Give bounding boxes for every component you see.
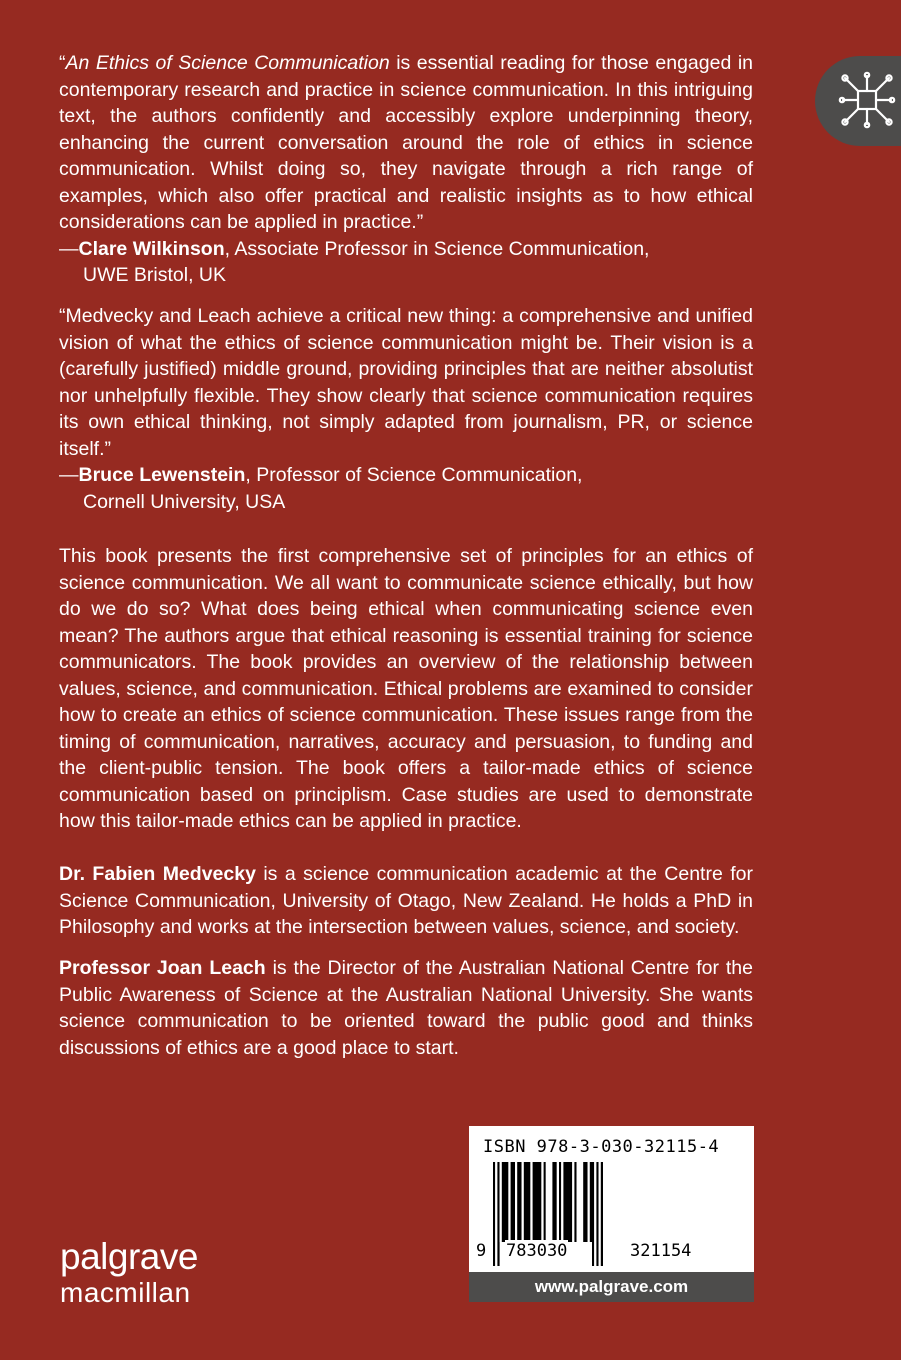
barcode-space bbox=[515, 1162, 517, 1242]
attribution-dash: — bbox=[59, 237, 79, 260]
network-icon bbox=[837, 70, 897, 130]
logo-macmillan: macmillan bbox=[60, 1277, 191, 1308]
barcode-space bbox=[594, 1162, 596, 1266]
quote-2-text: “Medvecky and Leach achieve a critical new thing: a comprehensive and unified vision of what the ethics of science communication might be. Their vision is a (carefully justified) middle ground, providing principles that are neither absolutist nor unhelpfully flexible. They show clearly that science communication requires its own ethical thinking, not simply adapted from journalism, PR, or science itself.” bbox=[59, 305, 753, 460]
quote-2-attribution bbox=[59, 462, 753, 515]
barcode-bar bbox=[544, 1162, 546, 1242]
publisher-url[interactable]: www.palgrave.com bbox=[469, 1272, 754, 1302]
barcode-space bbox=[541, 1162, 543, 1242]
summary-text: This book presents the first comprehensive set of principles for an ethics of science communication. We all want to communicate science ethically, but how do we do so? What does being ethical when communicating science even mean? The authors argue that ethical reasoning is essential training for science communicators. The book provides an overview of the relationship between values, science, and communication. Ethical problems are examined to consider how to create an ethics of science communication. These issues range from the timing of communication, narratives, accuracy and persuasion, to funding and the client-public tension. The book offers a tailor-made ethics of science communication based on principlism. Case studies are used to demonstrate how this tailor-made ethics can be applied in practice. bbox=[59, 545, 753, 832]
attribution-dash: — bbox=[59, 464, 79, 486]
quote-1-role: , Associate Professor in Science Communication, bbox=[224, 237, 650, 260]
barcode-bar bbox=[592, 1162, 594, 1266]
barcode-bar bbox=[552, 1162, 556, 1242]
logo-palgrave: palgrave bbox=[60, 1236, 198, 1277]
barcode-space bbox=[522, 1162, 524, 1242]
barcode-space bbox=[530, 1162, 532, 1242]
barcode-bar bbox=[493, 1162, 495, 1266]
quote-1-affiliation: UWE Bristol, UK bbox=[83, 264, 227, 286]
barcode-space bbox=[577, 1162, 584, 1242]
quote-1-attribution bbox=[59, 236, 753, 289]
barcode-lead-digit: 9 bbox=[476, 1241, 487, 1261]
barcode-space bbox=[561, 1162, 563, 1242]
barcode-space bbox=[588, 1162, 590, 1242]
barcode-space bbox=[495, 1162, 497, 1266]
barcode-space bbox=[546, 1162, 553, 1242]
isbn-label: ISBN 978-3-030-32115-4 bbox=[483, 1137, 720, 1157]
barcode-space bbox=[599, 1162, 601, 1266]
book-title: An Ethics of Science Communication bbox=[65, 52, 390, 74]
barcode-bar bbox=[601, 1162, 603, 1266]
author-1-name: Dr. Fabien Medvecky bbox=[59, 863, 256, 885]
endorsement-quote-2 bbox=[59, 303, 753, 515]
barcode-bar bbox=[596, 1162, 598, 1266]
barcode-bar bbox=[497, 1162, 499, 1266]
barcode-bar bbox=[533, 1162, 542, 1242]
quote-2-affiliation: Cornell University, USA bbox=[83, 490, 286, 513]
quote-2-author: Bruce Lewenstein bbox=[78, 464, 246, 486]
open-quote-mark: “ bbox=[59, 52, 66, 74]
author-2-bio: is the Director of the Australian National Centre for the Public Awareness of Science at the Australian National University. She wants science communication to be oriented toward the public good and thinks discussions of ethics are a good place to start. bbox=[59, 957, 753, 1059]
quote-2-role: , Professor of Science Communication, bbox=[245, 464, 583, 486]
barcode-space bbox=[508, 1162, 510, 1242]
barcode-left-digits: 783030 bbox=[506, 1241, 568, 1261]
barcode-bar bbox=[524, 1162, 531, 1242]
barcode-space bbox=[572, 1162, 574, 1242]
book-summary bbox=[59, 543, 753, 835]
endorsement-quote-1 bbox=[59, 50, 753, 289]
barcode-bar bbox=[502, 1162, 509, 1242]
barcode-bar bbox=[590, 1162, 592, 1242]
quote-1-text bbox=[59, 50, 753, 236]
barcode-bar bbox=[583, 1162, 587, 1242]
isbn-barcode bbox=[469, 1126, 754, 1302]
author-bio-1 bbox=[59, 861, 753, 941]
quote-1-author: Clare Wilkinson bbox=[78, 237, 225, 260]
barcode-bar bbox=[563, 1162, 572, 1242]
barcode-bar bbox=[517, 1162, 521, 1242]
barcode-bar bbox=[574, 1162, 576, 1242]
barcode-bar bbox=[559, 1162, 561, 1242]
author-bio-2 bbox=[59, 955, 753, 1061]
author-2-name: Professor Joan Leach bbox=[59, 957, 266, 979]
barcode-space bbox=[557, 1162, 559, 1242]
author-1-bio: is a science communication academic at the Centre for Science Communication, University of Otago, New Zealand. He holds a PhD in Philosophy and works at the intersection between values, science, and society. bbox=[59, 863, 753, 938]
barcode-space bbox=[500, 1162, 502, 1242]
publisher-badge bbox=[815, 56, 901, 146]
barcode-right-digits: 321154 bbox=[630, 1241, 692, 1261]
palgrave-macmillan-logo bbox=[60, 1238, 198, 1307]
barcode-bar bbox=[511, 1162, 515, 1242]
quote-1-body: is essential reading for those engaged in contemporary research and practice in science communication. In this intriguing text, the authors confidently and accessibly explore underpinning theory, enhancing the current conversation around the role of ethics in science communication. Whilst doing so, they navigate through a rich range of examples, which also offer practical and realistic insights as to how ethical considerations can be applied in practice.” bbox=[59, 52, 753, 233]
